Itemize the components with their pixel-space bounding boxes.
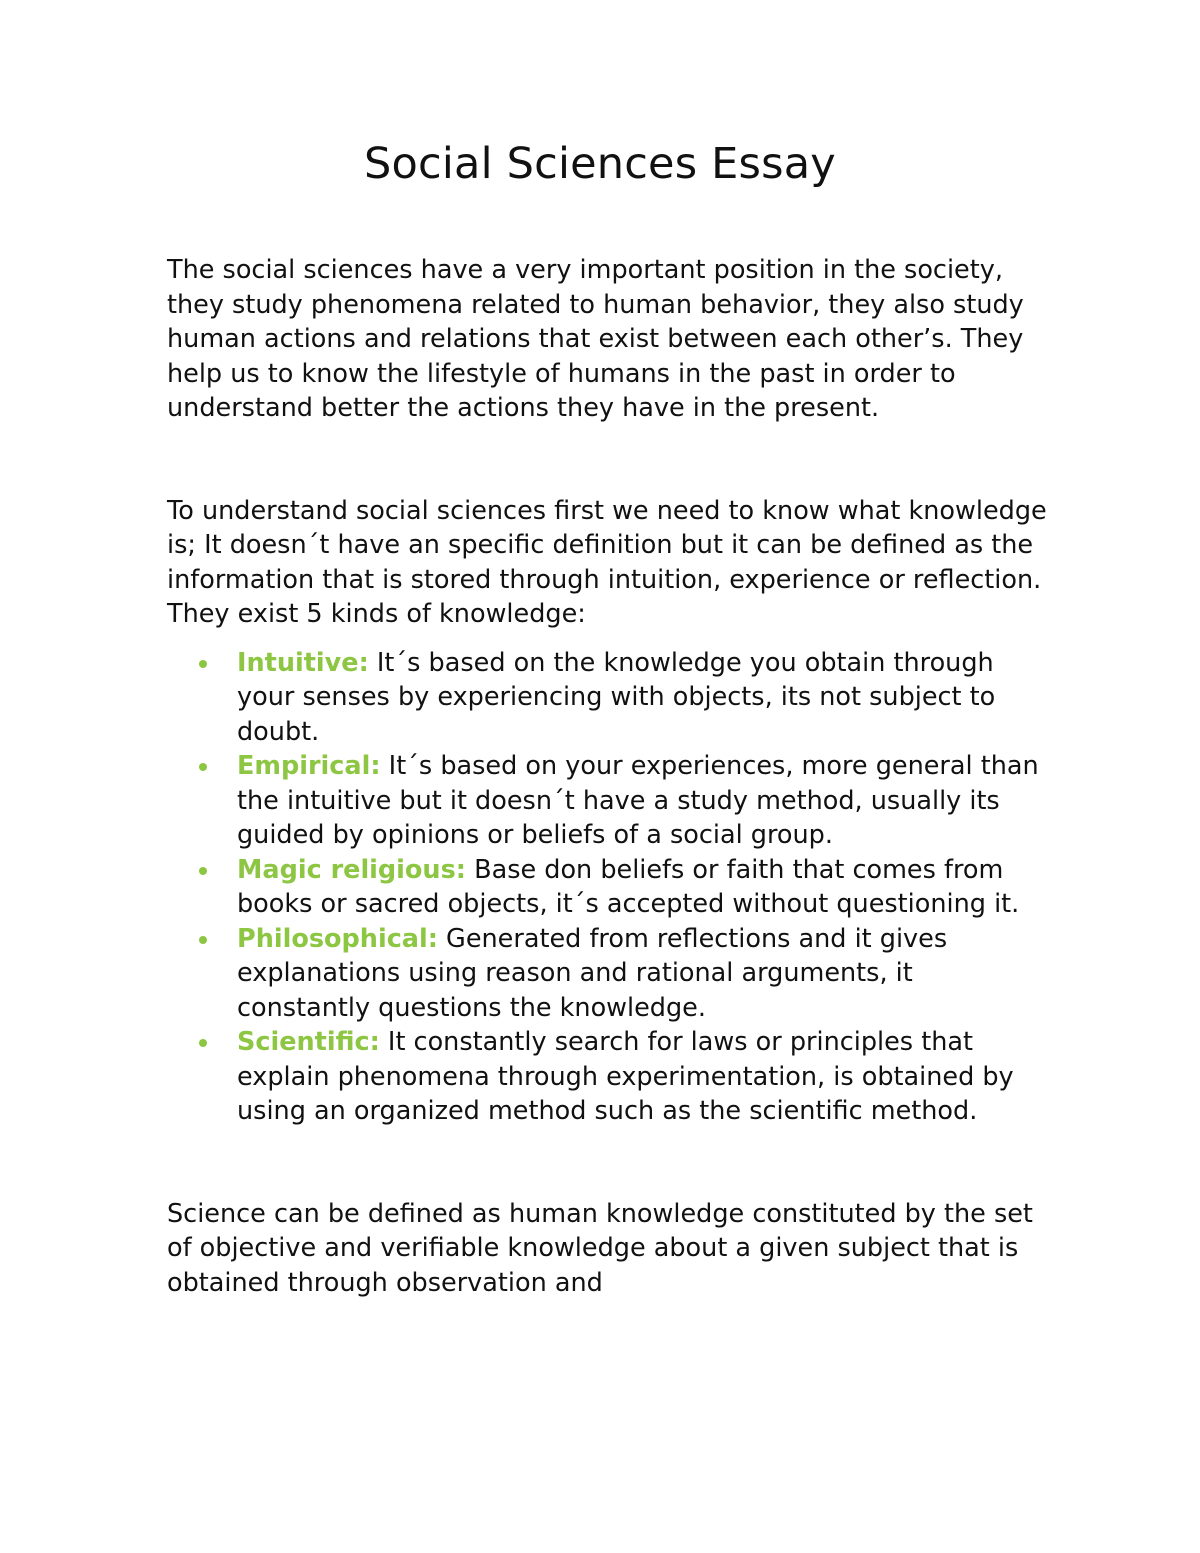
bullet-icon (199, 1039, 207, 1047)
kind-description: Generated from reflections and it gives explanations using reason and rational arguments, it constantly questions the knowledge. (237, 923, 948, 1023)
list-item (237, 646, 1047, 750)
list-item (237, 922, 1047, 1026)
bullet-icon (199, 763, 207, 771)
paragraph-science: Science can be defined as human knowledge constituted by the set of objective and verifiable knowledge about a given subject that is obtained through observation and (167, 1198, 1033, 1298)
kind-term: Intuitive: (237, 647, 369, 678)
kind-description: It´s based on the knowledge you obtain through your senses by experiencing with objects, its not subject to doubt. (237, 647, 996, 747)
kind-description: It constantly search for laws or principles that explain phenomena through experimentation, is obtained by using an organized method such as the scientific method. (237, 1027, 1014, 1126)
bullet-icon (199, 867, 207, 875)
kind-term: Magic religious: (237, 854, 466, 885)
list-item (237, 749, 1047, 853)
kind-description: It´s based on your experiences, more general than the intuitive but it doesn´t have a study method, usually its guided by opinions or beliefs of a social group. (237, 751, 1039, 850)
kind-term: Empirical: (237, 751, 381, 781)
essay-title: Social Sciences Essay (364, 139, 836, 189)
kind-term: Philosophical: (237, 923, 438, 954)
knowledge-kinds-list (167, 646, 1047, 1129)
paragraph-knowledge: To understand social sciences first we need to know what knowledge is; It doesn´t have an specific definition but it can be defined as the information that is stored through intuition, experience or reflection. They exist 5 kinds of knowledge: (167, 495, 1047, 629)
bullet-icon (199, 660, 207, 668)
list-item (237, 853, 1047, 922)
bullet-icon (199, 936, 207, 944)
essay-body (167, 253, 1047, 1300)
list-item (237, 1025, 1047, 1129)
paragraph-intro: The social sciences have a very important position in the society, they study phenomena related to human behavior, they also study human actions and relations that exist between each other’s. They help us to know the lifestyle of humans in the past in order to understand better the actions they have in the present. (167, 255, 1024, 423)
kind-term: Scientific: (237, 1027, 380, 1057)
kind-description: Base don beliefs or faith that comes from books or sacred objects, it´s accepted without questioning it. (237, 854, 1020, 919)
